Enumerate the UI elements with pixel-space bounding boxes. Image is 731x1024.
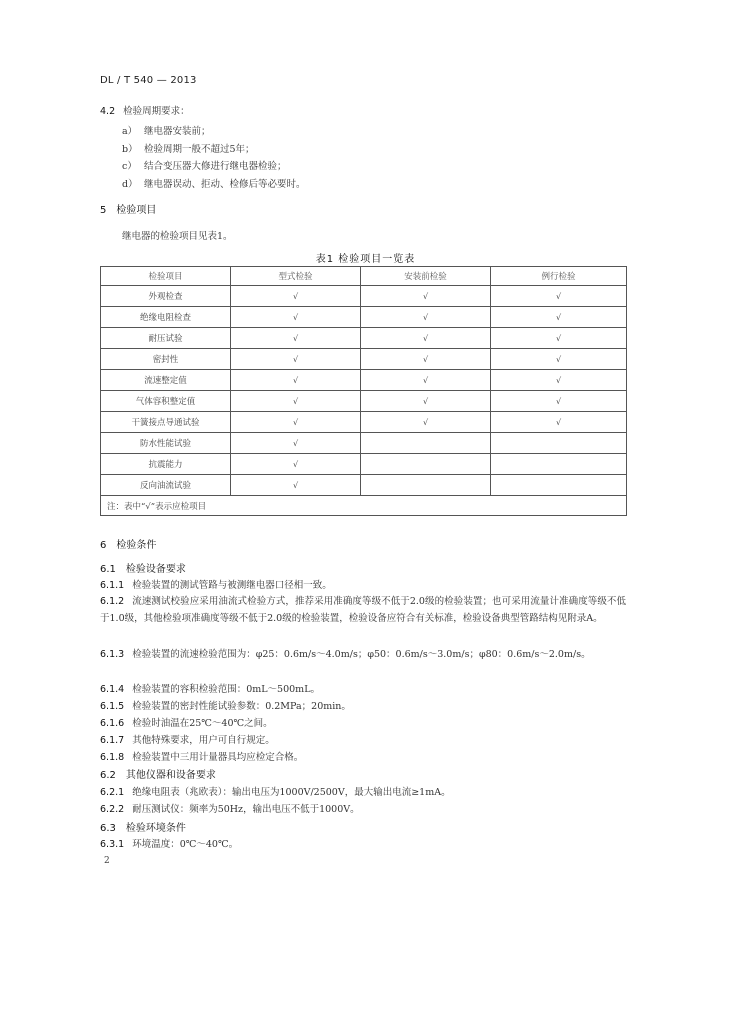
section-title: 检验项目 bbox=[116, 205, 157, 216]
standard-code-header: DL / T 540 — 2013 bbox=[100, 75, 197, 86]
clause-text: 检验装置的密封性能试验参数：0.2MPa；20min。 bbox=[132, 701, 351, 712]
table-cell-check: √ bbox=[491, 328, 627, 349]
clause-text: 检验装置中三用计量器具均应检定合格。 bbox=[132, 752, 304, 763]
table-cell-check: √ bbox=[361, 412, 491, 433]
table-cell-check: √ bbox=[231, 412, 361, 433]
section-title: 其他仪器和设备要求 bbox=[125, 770, 216, 781]
inspection-items-table bbox=[100, 266, 627, 516]
column-header: 型式检验 bbox=[231, 267, 361, 286]
table-row bbox=[101, 349, 627, 370]
clause-number: 6.2.1 bbox=[100, 787, 125, 798]
table-row bbox=[101, 370, 627, 391]
section-5-heading bbox=[100, 201, 156, 216]
clause-6-1-6 bbox=[100, 715, 273, 729]
table-cell-item: 干簧接点导通试验 bbox=[101, 412, 231, 433]
page-number: 2 bbox=[104, 856, 110, 866]
list-item bbox=[122, 176, 306, 190]
clause-text: 流速测试校验应采用油流式检验方式，推荐采用准确度等级不低于2.0级的检验装置；也可采用流量计准确度等级不低于1.0级，其他检验项准确度等级不低于2.0级的检验装置，检验设备应符合有关标准，检验设备典型管路结构见附录A。 bbox=[100, 596, 626, 624]
table-cell-item: 流速整定值 bbox=[101, 370, 231, 391]
clause-6-1-7 bbox=[100, 732, 275, 746]
table-cell-check: √ bbox=[361, 349, 491, 370]
clause-6-3-1 bbox=[100, 836, 238, 850]
table-row bbox=[101, 412, 627, 433]
clause-number: 6.1.5 bbox=[100, 701, 125, 712]
list-item-text: 结合变压器大修进行继电器检验； bbox=[144, 161, 287, 172]
table-cell-check bbox=[361, 454, 491, 475]
clause-text: 环境温度：0℃～40℃。 bbox=[132, 839, 239, 850]
table-cell-check: √ bbox=[361, 286, 491, 307]
clause-number: 6.1.1 bbox=[100, 580, 125, 591]
clause-text: 检验时油温在25℃～40℃之间。 bbox=[132, 718, 273, 729]
clause-number: 6.3.1 bbox=[100, 839, 125, 850]
table-cell-check: √ bbox=[231, 475, 361, 496]
section-number: 6.3 bbox=[100, 823, 116, 834]
section-number: 6.2 bbox=[100, 770, 116, 781]
section-5-intro: 继电器的检验项目见表1。 bbox=[122, 231, 233, 242]
table-row bbox=[101, 433, 627, 454]
table-cell-item: 反向油流试验 bbox=[101, 475, 231, 496]
list-item bbox=[122, 158, 287, 172]
clause-4-2 bbox=[100, 103, 190, 117]
table-cell-check: √ bbox=[491, 370, 627, 391]
clause-number: 6.1.7 bbox=[100, 735, 125, 746]
table-cell-check: √ bbox=[231, 391, 361, 412]
column-header: 例行检验 bbox=[491, 267, 627, 286]
clause-title: 检验周期要求： bbox=[123, 106, 190, 117]
table-row bbox=[101, 286, 627, 307]
list-item-label: a） bbox=[122, 126, 138, 137]
clause-number: 6.1.3 bbox=[100, 649, 125, 660]
table-caption: 表1 检验项目一览表 bbox=[315, 254, 416, 265]
table-cell-check: √ bbox=[231, 370, 361, 391]
clause-number: 6.1.6 bbox=[100, 718, 125, 729]
table-row bbox=[101, 475, 627, 496]
clause-6-2-2 bbox=[100, 801, 360, 815]
clause-text: 耐压测试仪：频率为50Hz，输出电压不低于1000V。 bbox=[132, 804, 360, 815]
clause-6-1-1 bbox=[100, 577, 332, 591]
clause-6-1-4 bbox=[100, 681, 320, 695]
section-title: 检验环境条件 bbox=[125, 823, 186, 834]
table-cell-check: √ bbox=[491, 412, 627, 433]
list-item bbox=[122, 123, 211, 137]
section-6-2-heading bbox=[100, 766, 216, 781]
table-row bbox=[101, 328, 627, 349]
column-header: 检验项目 bbox=[101, 267, 231, 286]
list-item-label: b） bbox=[122, 144, 138, 155]
table-cell-item: 防水性能试验 bbox=[101, 433, 231, 454]
table-note: 注：表中“√”表示应检项目 bbox=[101, 496, 627, 516]
table-cell-check: √ bbox=[361, 328, 491, 349]
clause-number: 6.1.4 bbox=[100, 684, 125, 695]
section-6-1-heading bbox=[100, 560, 186, 575]
clause-number: 6.1.8 bbox=[100, 752, 125, 763]
clause-text: 其他特殊要求，用户可自行规定。 bbox=[132, 735, 275, 746]
table-cell-check: √ bbox=[231, 307, 361, 328]
clause-text: 检验装置的测试管路与被测继电器口径相一致。 bbox=[132, 580, 332, 591]
section-6-3-heading bbox=[100, 819, 186, 834]
section-number: 5 bbox=[100, 205, 107, 216]
section-6-heading bbox=[100, 536, 156, 551]
table-cell-check: √ bbox=[231, 349, 361, 370]
clause-6-2-1 bbox=[100, 784, 451, 798]
table-cell-check: √ bbox=[491, 349, 627, 370]
section-title: 检验设备要求 bbox=[125, 564, 186, 575]
table-cell-item: 气体容积整定值 bbox=[101, 391, 231, 412]
table-header-row bbox=[101, 267, 627, 286]
column-header: 安装前检验 bbox=[361, 267, 491, 286]
clause-6-1-5 bbox=[100, 698, 351, 712]
table-cell-check: √ bbox=[231, 433, 361, 454]
table-cell-check bbox=[491, 454, 627, 475]
table-cell-check: √ bbox=[491, 286, 627, 307]
table-cell-item: 抗震能力 bbox=[101, 454, 231, 475]
table-cell-item: 耐压试验 bbox=[101, 328, 231, 349]
table-cell-check: √ bbox=[361, 370, 491, 391]
clause-6-1-3 bbox=[100, 646, 626, 663]
list-item-text: 继电器安装前； bbox=[144, 126, 211, 137]
clause-6-1-2 bbox=[100, 593, 626, 627]
list-item-label: d） bbox=[122, 179, 138, 190]
table-cell-check: √ bbox=[491, 307, 627, 328]
list-item-label: c） bbox=[122, 161, 137, 172]
table-cell-check bbox=[361, 433, 491, 454]
section-number: 6.1 bbox=[100, 564, 116, 575]
table-cell-check bbox=[491, 475, 627, 496]
list-item-text: 继电器误动、拒动、检修后等必要时。 bbox=[144, 179, 306, 190]
table-cell-check: √ bbox=[361, 307, 491, 328]
list-item-text: 检验周期一般不超过5年； bbox=[144, 144, 255, 155]
section-number: 6 bbox=[100, 540, 107, 551]
table-cell-check bbox=[491, 433, 627, 454]
table-cell-item: 密封性 bbox=[101, 349, 231, 370]
table-cell-check: √ bbox=[231, 286, 361, 307]
clause-number: 4.2 bbox=[100, 106, 116, 117]
table-cell-item: 绝缘电阻检查 bbox=[101, 307, 231, 328]
list-item bbox=[122, 141, 255, 155]
table-row bbox=[101, 454, 627, 475]
table-cell-check bbox=[361, 475, 491, 496]
clause-6-1-8 bbox=[100, 749, 303, 763]
clause-text: 绝缘电阻表（兆欧表）：输出电压为1000V/2500V，最大输出电流≥1mA。 bbox=[132, 787, 451, 798]
table-row bbox=[101, 307, 627, 328]
section-title: 检验条件 bbox=[116, 540, 157, 551]
table-cell-check: √ bbox=[361, 391, 491, 412]
clause-text: 检验装置的容积检验范围：0mL～500mL。 bbox=[132, 684, 320, 695]
table-cell-item: 外观检查 bbox=[101, 286, 231, 307]
table-cell-check: √ bbox=[231, 454, 361, 475]
table-note-row bbox=[101, 496, 627, 516]
table-cell-check: √ bbox=[231, 328, 361, 349]
table-row bbox=[101, 391, 627, 412]
clause-number: 6.1.2 bbox=[100, 596, 125, 607]
clause-text: 检验装置的流速检验范围为：φ25：0.6m/s～4.0m/s；φ50：0.6m/s～3.0m/s；φ80：0.6m/s～2.0m/s。 bbox=[132, 649, 591, 660]
table-cell-check: √ bbox=[491, 391, 627, 412]
clause-number: 6.2.2 bbox=[100, 804, 125, 815]
